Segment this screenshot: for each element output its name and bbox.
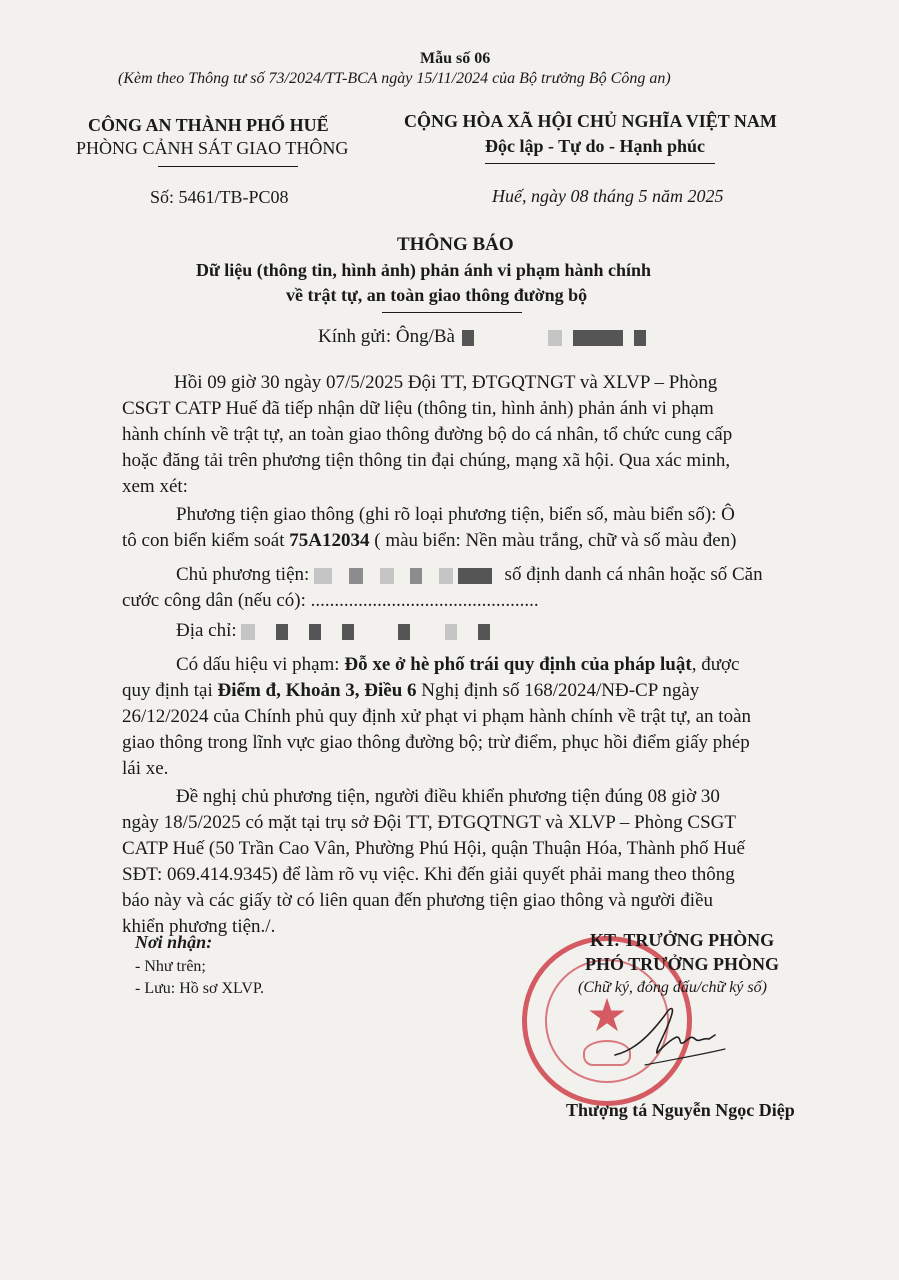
violation-line-1 — [176, 654, 739, 676]
owner-label: Chủ phương tiện: — [176, 564, 310, 585]
request-line: báo này và các giấy tờ có liên quan đến phương tiện giao thông và người điều — [122, 890, 714, 911]
paragraph-1-line: hoặc đăng tải trên phương tiện thông tin đại chúng, mạng xã hội. Qua xác minh, — [122, 450, 731, 471]
redacted-address — [276, 624, 288, 640]
nation-motto: Độc lập - Tự do - Hạnh phúc — [485, 136, 706, 156]
redacted-address — [342, 624, 354, 640]
request-line: khiển phương tiện./. — [122, 916, 276, 937]
document-number: Số: 5461/TB-PC08 — [150, 187, 289, 207]
request-line: CATP Huế (50 Trần Cao Vân, Phường Phú Hội, quận Thuận Hóa, Thành phố Huế — [122, 838, 745, 859]
violation-line-5: lái xe. — [122, 758, 169, 779]
place-date: Huế, ngày 08 tháng 5 năm 2025 — [492, 186, 724, 206]
redacted-address — [445, 624, 457, 640]
star-icon: ★ — [586, 987, 628, 1042]
owner-id-text: số định danh cá nhân hoặc số Căn — [504, 564, 763, 585]
address-label: Địa chỉ: — [176, 620, 237, 641]
redacted-name — [573, 330, 623, 346]
recipient-line — [318, 326, 646, 348]
redacted-owner — [439, 568, 453, 584]
violation-label: Có dấu hiệu vi phạm: — [176, 654, 345, 675]
recipients-item: - Lưu: Hồ sơ XLVP. — [135, 980, 264, 997]
redacted-owner — [380, 568, 394, 584]
document-subtitle-2: về trật tự, an toàn giao thông đường bộ — [286, 285, 588, 305]
vehicle-line-2 — [122, 530, 736, 552]
signature-note: (Chữ ký, đóng dấu/chữ ký số) — [578, 979, 767, 996]
redacted-name — [548, 330, 562, 346]
violation-text: quy định tại — [122, 680, 218, 701]
violation-line-2 — [122, 680, 699, 702]
recipient-label: Kính gửi: Ông/Bà — [318, 326, 455, 347]
document-subtitle-1: Dữ liệu (thông tin, hình ảnh) phản ánh vi phạm hành chính — [196, 260, 651, 280]
decree-text: Nghị định số 168/2024/NĐ-CP ngày — [416, 680, 700, 701]
signature-title-2: PHÓ TRƯỞNG PHÒNG — [585, 954, 780, 974]
agency-department: PHÒNG CẢNH SÁT GIAO THÔNG — [76, 138, 349, 158]
address-line — [176, 620, 490, 642]
nation-name: CỘNG HÒA XÃ HỘI CHỦ NGHĨA VIỆT NAM — [404, 111, 777, 131]
document-title: THÔNG BÁO — [397, 234, 514, 255]
handwritten-signature — [605, 995, 735, 1075]
request-line: SĐT: 069.414.9345) để làm rõ vụ việc. Khi đến giải quyết phải mang theo thông — [122, 864, 735, 885]
violation-text: , được — [691, 654, 740, 675]
request-line: ngày 18/5/2025 có mặt tại trụ sở Đội TT, ĐTGQTNGT và XLVP – Phòng CSGT — [122, 812, 736, 833]
violation-line-4: giao thông trong lĩnh vực giao thông đường bộ; trừ điểm, phục hồi điểm giấy phép — [122, 732, 750, 753]
paragraph-1-line: Hồi 09 giờ 30 ngày 07/5/2025 Đội TT, ĐTGQTNGT và XLVP – Phòng — [174, 372, 718, 393]
vehicle-text: tô con biển kiểm soát — [122, 530, 290, 551]
owner-line-2: cước công dân (nếu có): ................................................ — [122, 590, 539, 611]
plate-color-text: ( màu biển: Nền màu trắng, chữ và số màu đen) — [369, 530, 737, 551]
license-plate: 75A12034 — [289, 530, 370, 551]
redacted-name — [634, 330, 646, 346]
redacted-name — [462, 330, 474, 346]
redacted-address — [398, 624, 410, 640]
violation-description: Đỗ xe ở hè phố trái quy định của pháp luật — [344, 654, 692, 675]
redacted-address — [478, 624, 490, 640]
agency-name: CÔNG AN THÀNH PHỐ HUẾ — [88, 115, 329, 135]
title-underline — [382, 312, 522, 313]
redacted-owner — [458, 568, 492, 584]
legal-article: Điểm đ, Khoản 3, Điều 6 — [217, 680, 417, 701]
recipients-label: Nơi nhận: — [135, 932, 213, 952]
redacted-owner — [349, 568, 363, 584]
redacted-address — [309, 624, 321, 640]
request-line: Đề nghị chủ phương tiện, người điều khiển phương tiện đúng 08 giờ 30 — [176, 786, 720, 807]
paragraph-1-line: hành chính về trật tự, an toàn giao thông đường bộ do cá nhân, tổ chức cung cấp — [122, 424, 733, 445]
agency-underline — [158, 166, 298, 167]
signature-title-1: KT. TRƯỞNG PHÒNG — [590, 930, 775, 950]
redacted-owner — [410, 568, 422, 584]
redacted-address — [241, 624, 255, 640]
redacted-owner — [314, 568, 332, 584]
owner-line-1 — [176, 564, 763, 586]
motto-underline — [485, 163, 715, 164]
vehicle-line-1: Phương tiện giao thông (ghi rõ loại phương tiện, biển số, màu biển số): Ô — [176, 504, 735, 525]
violation-line-3: 26/12/2024 của Chính phủ quy định xử phạt vi phạm hành chính về trật tự, an toàn — [122, 706, 752, 727]
paragraph-1-line: xem xét: — [122, 476, 188, 497]
paragraph-1-line: CSGT CATP Huế đã tiếp nhận dữ liệu (thông tin, hình ảnh) phản ánh vi phạm — [122, 398, 714, 419]
recipients-item: - Như trên; — [135, 958, 206, 975]
form-note: (Kèm theo Thông tư số 73/2024/TT-BCA ngày 15/11/2024 của Bộ trưởng Bộ Công an) — [118, 70, 671, 87]
form-number: Mẫu số 06 — [420, 50, 491, 67]
signer-name: Thượng tá Nguyễn Ngọc Diệp — [566, 1100, 795, 1120]
